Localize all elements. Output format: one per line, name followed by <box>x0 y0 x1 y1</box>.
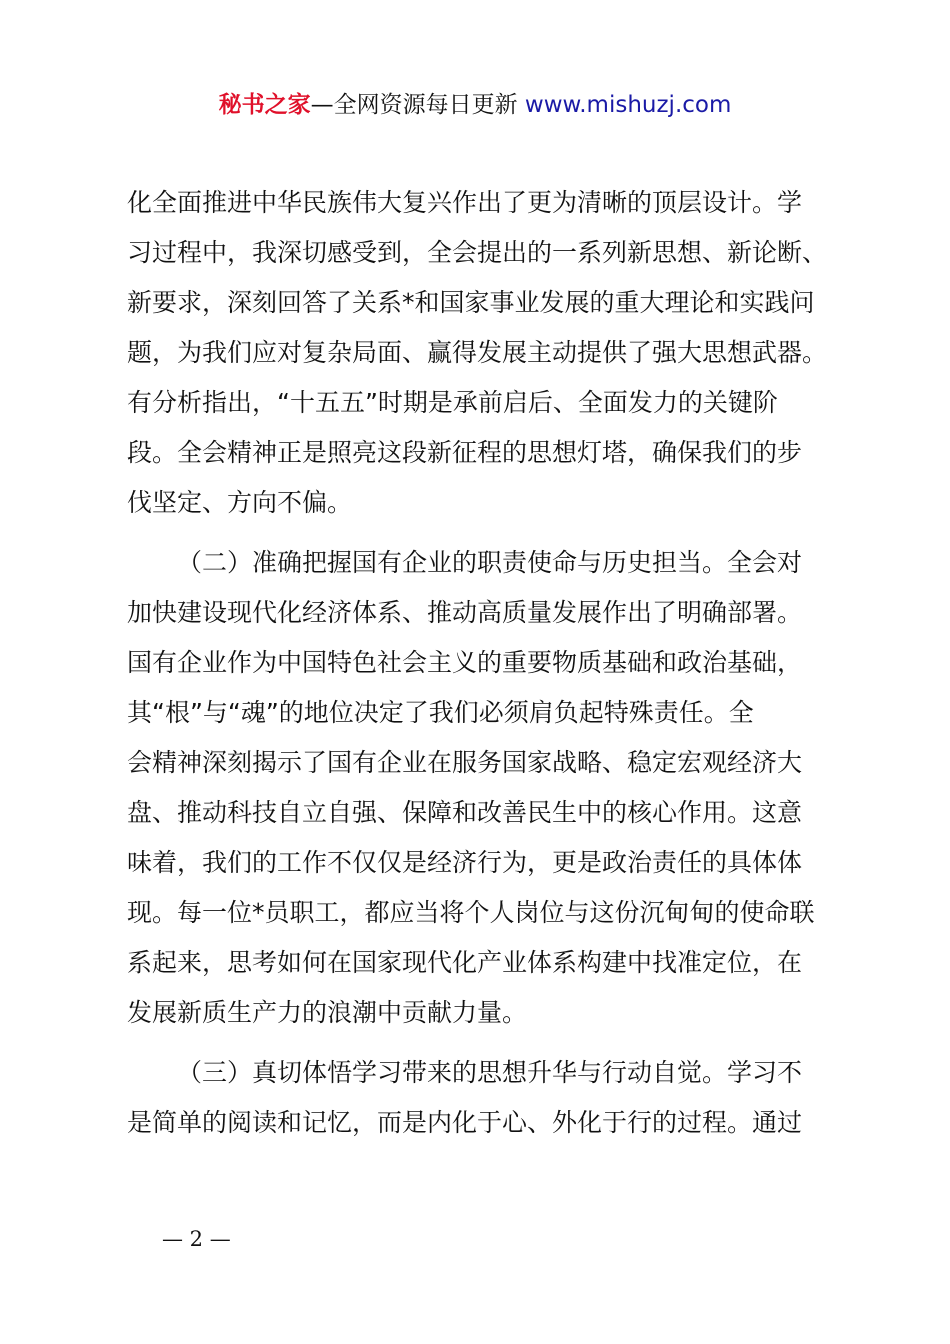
text-line: （三）真切体悟学习带来的思想升华与行动自觉。学习不 <box>177 1058 803 1087</box>
text-line: 是简单的阅读和记忆，而是内化于心、外化于行的过程。通过 <box>127 1108 803 1137</box>
paragraph-gap <box>127 1038 833 1048</box>
text-line: 系起来，思考如何在国家现代化产业体系构建中找准定位，在 <box>127 948 803 977</box>
text-line: 加快建设现代化经济体系、推动高质量发展作出了明确部署。 <box>127 598 803 627</box>
text-line: 有分析指出，“十五五”时期是承前启后、全面发力的关键阶 <box>127 388 778 417</box>
text-line: 新要求，深刻回答了关系*和国家事业发展的重大理论和实践问 <box>127 288 815 317</box>
text-line: 味着，我们的工作不仅仅是经济行为，更是政治责任的具体体 <box>127 848 803 877</box>
text-line: 现。每一位*员职工，都应当将个人岗位与这份沉甸甸的使命联 <box>127 898 815 927</box>
paragraph-1 <box>127 178 833 528</box>
document-body <box>127 178 833 1148</box>
brand-name: 秘书之家 <box>218 92 311 118</box>
site-header <box>0 88 950 122</box>
paragraph-3 <box>127 1048 833 1148</box>
text-line: 国有企业作为中国特色社会主义的重要物质基础和政治基础， <box>127 648 803 677</box>
text-line: 化全面推进中华民族伟大复兴作出了更为清晰的顶层设计。学 <box>127 188 803 217</box>
text-line: 伐坚定、方向不偏。 <box>127 488 353 517</box>
page-number: — 2 — <box>162 1227 231 1251</box>
text-line: 习过程中，我深切感受到，全会提出的一系列新思想、新论断、 <box>127 238 828 267</box>
text-line: 段。全会精神正是照亮这段新征程的思想灯塔，确保我们的步 <box>127 438 803 467</box>
text-line: 其“根”与“魂”的地位决定了我们必须肩负起特殊责任。全 <box>127 698 754 727</box>
text-line: 题，为我们应对复杂局面、赢得发展主动提供了强大思想武器。 <box>127 338 828 367</box>
paragraph-2 <box>127 538 833 1038</box>
text-line: （二）准确把握国有企业的职责使命与历史担当。全会对 <box>177 548 803 577</box>
text-line: 会精神深刻揭示了国有企业在服务国家战略、稳定宏观经济大 <box>127 748 803 777</box>
header-tagline: —全网资源每日更新 <box>310 92 518 118</box>
text-line: 盘、推动科技自立自强、保障和改善民生中的核心作用。这意 <box>127 798 803 827</box>
paragraph-gap <box>127 528 833 538</box>
text-line: 发展新质生产力的浪潮中贡献力量。 <box>127 998 528 1027</box>
site-url-link[interactable]: www.mishuzj.com <box>524 92 732 118</box>
